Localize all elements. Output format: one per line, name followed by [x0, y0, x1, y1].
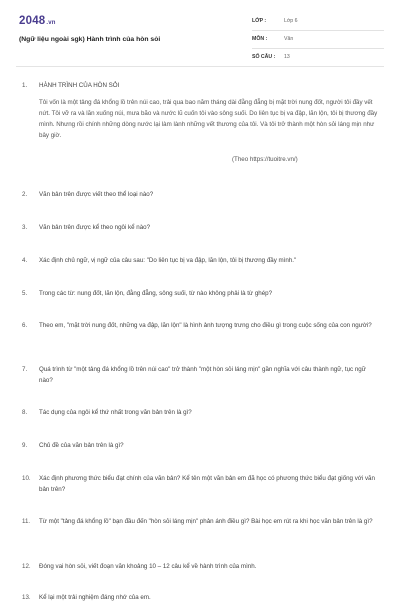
question-text: Kể lại một trải nghiệm đáng nhớ của em.: [39, 594, 151, 601]
question-number: 13.: [22, 594, 31, 601]
question-number: 6.: [22, 322, 28, 329]
question-number: 12.: [22, 563, 31, 570]
question-text: Quá trình từ "một tảng đá khổng lồ trên núi cao" trở thành "một hòn sỏi láng mịn" gần nghĩa với câu thành ngữ, tục ngữ nào?: [39, 366, 366, 384]
meta-value-grade: Lớp 6: [284, 18, 298, 24]
question-number: 5.: [22, 290, 28, 297]
question-text: Xác định phương thức biểu đạt chính của văn bản? Kể tên một văn bản em đã học có phương thức biểu đạt giống với văn bản trên?: [39, 475, 375, 493]
passage-source: (Theo https://tuoitre.vn/): [232, 156, 298, 163]
logo-text: 2048: [19, 15, 46, 27]
question-item: [22, 473, 378, 495]
meta-key-grade: LỚP :: [252, 18, 267, 24]
meta-row-subject: [252, 34, 384, 49]
meta-panel: [252, 16, 384, 70]
header-divider: [16, 66, 384, 67]
document-title: (Ngữ liệu ngoài sgk) Hành trình của hòn sỏi: [19, 36, 161, 43]
question-text: Văn bản trên được viết theo thể loại nào?: [39, 191, 154, 198]
question-text: Trong các từ: nung đốt, lăn lộn, đằng đẵng, sông suối, từ nào không phải là từ ghép?: [39, 290, 273, 297]
question-item: [22, 592, 378, 603]
section-heading: [22, 80, 378, 91]
question-item: [22, 440, 378, 451]
meta-key-subject: MÔN :: [252, 36, 268, 42]
question-text: Văn bản trên được kể theo ngôi kể nào?: [39, 224, 151, 231]
meta-key-count: SỐ CÂU :: [252, 54, 276, 60]
site-logo[interactable]: [19, 15, 56, 27]
question-text: Tác dụng của ngôi kể thứ nhất trong văn bản trên là gì?: [39, 409, 192, 416]
question-number: 3.: [22, 224, 28, 231]
meta-row-count: [252, 52, 384, 67]
question-item: [22, 189, 378, 200]
logo-suffix: .vn: [46, 20, 56, 26]
question-text: Xác định chủ ngữ, vị ngữ của câu sau: "Do liên tục bị va đập, lăn lộn, tôi bị thương đầy mình.": [39, 257, 297, 264]
question-text: Chủ đề của văn bản trên là gì?: [39, 442, 124, 449]
section-number: 1.: [22, 82, 28, 89]
question-number: 2.: [22, 191, 28, 198]
question-item: [22, 222, 378, 233]
question-text: Từ một "tảng đá khổng lồ" bạn đầu đến "hòn sỏi láng mịn" phản ánh điều gì? Bài học em rút ra khi học văn bản trên là gì?: [39, 518, 373, 525]
question-number: 8.: [22, 409, 28, 416]
question-text: Theo em, "mặt trời nung đốt, những va đập, lăn lộn" là hình ảnh tượng trưng cho điều gì trong cuộc sống của con người?: [39, 322, 372, 329]
question-item: [22, 255, 378, 266]
question-number: 11.: [22, 518, 31, 525]
meta-value-count: 13: [284, 54, 290, 60]
question-item: [22, 516, 378, 527]
question-item: [22, 561, 378, 572]
question-text: Đóng vai hòn sỏi, viết đoạn văn khoảng 10 – 12 câu kể về hành trình của mình.: [39, 563, 257, 570]
question-number: 9.: [22, 442, 28, 449]
question-item: [22, 407, 378, 418]
reading-passage: Tôi vốn là một tảng đá khổng lồ trên núi cao, trải qua bao năm tháng dài đằng đẵng bị mặt trời nung đốt, người tôi đầy vết nứt. Tôi vỡ ra và lăn xuống núi, mưa bão và nước lũ cuốn tôi vào sông suối. Do liên tục bị va đập, lăn lộn, tôi bị thương đầy mình. Nhưng rồi chính những dòng nước lại làm lành những vết thương của tôi. Và tôi trở thành một hòn sỏi láng mịn như bây giờ.: [39, 99, 378, 139]
question-number: 4.: [22, 257, 28, 264]
meta-row-grade: [252, 16, 384, 31]
question-number: 10.: [22, 475, 31, 482]
question-item: [22, 288, 378, 299]
question-number: 7.: [22, 366, 28, 373]
section-title: HÀNH TRÌNH CỦA HÒN SỎI: [39, 82, 120, 89]
question-item: [22, 364, 378, 386]
page-header: [0, 0, 400, 62]
meta-value-subject: Văn: [284, 36, 294, 42]
question-item: [22, 320, 378, 331]
